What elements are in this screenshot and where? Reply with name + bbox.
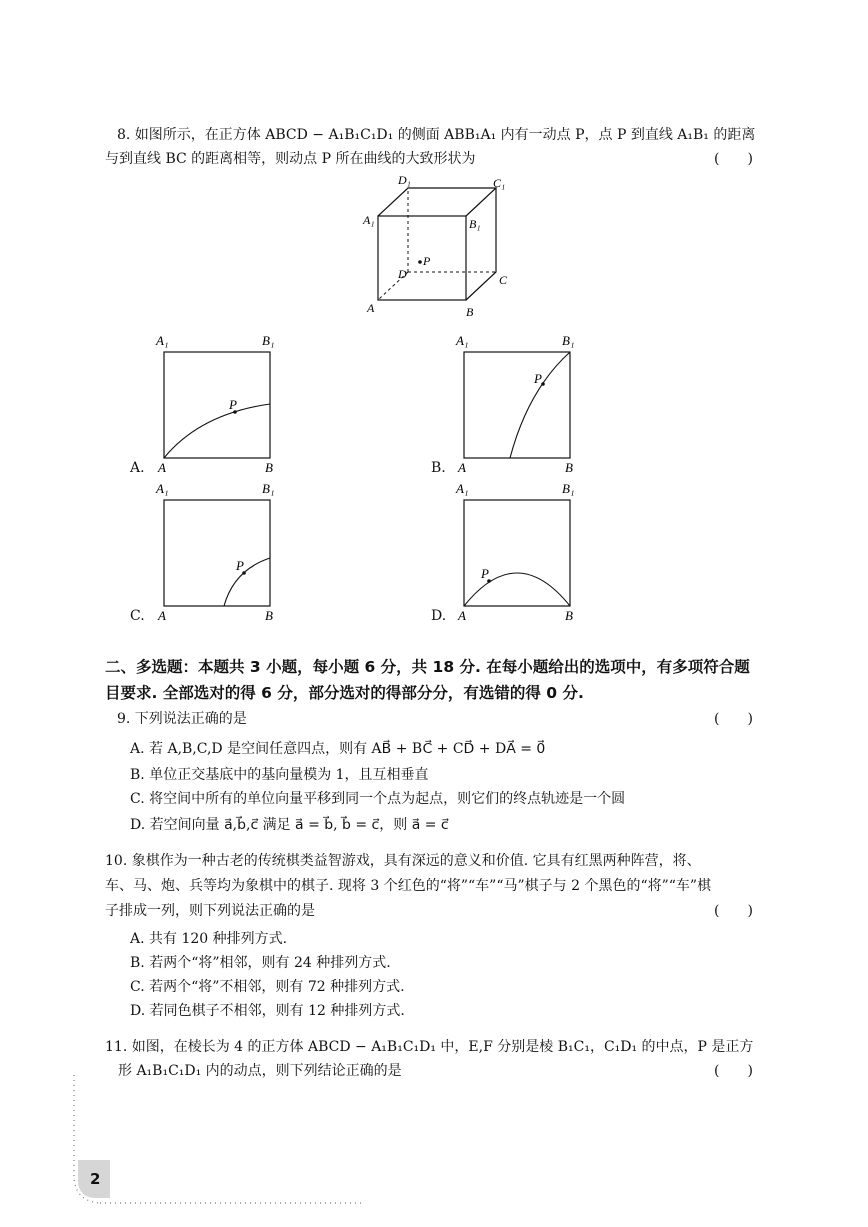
- option-a-curve: [164, 404, 270, 458]
- section-heading-line-2: 目要求. 全部选对的得 6 分，部分选对的得部分分，有选错的得 0 分.: [105, 684, 584, 702]
- option-c-label-b1: B₁: [262, 481, 275, 496]
- option-b-label-a: A: [458, 460, 466, 475]
- q8-option-c-figure[interactable]: [150, 478, 290, 623]
- option-d-label-a: A: [458, 608, 466, 623]
- cube-label-b1: B₁: [469, 217, 481, 231]
- cube-label-d: D: [398, 267, 407, 281]
- q11-line-1: 11. 如图，在棱长为 4 的正方体 ABCD − A₁B₁C₁D₁ 中，E,F 分别是棱 B₁C₁，C₁D₁ 的中点，P 是正方: [105, 1039, 754, 1055]
- option-b-label-a1: A₁: [456, 333, 469, 348]
- cube-label-a1: A₁: [363, 213, 375, 227]
- option-a-label-a: A: [158, 460, 166, 475]
- q11-answer-paren: ( ): [714, 1063, 753, 1079]
- q10-line-1: 10. 象棋作为一种古老的传统棋类益智游戏，具有深远的意义和价值. 它具有红黑两种阵营，将、: [105, 853, 701, 869]
- q9-option-d[interactable]: D. 若空间向量 a⃗,b⃗,c⃗ 满足 a⃗ = b⃗, b⃗ = c⃗，则 a⃗ = c⃗: [130, 817, 449, 833]
- cube-front-face: [378, 216, 466, 300]
- q9-answer-paren: ( ): [714, 711, 753, 727]
- q8-line-1: 8. 如图所示，在正方体 ABCD − A₁B₁C₁D₁ 的侧面 ABB₁A₁ 内有一动点 P，点 P 到直线 A₁B₁ 的距离: [117, 127, 756, 143]
- option-d-label-p: P: [481, 566, 489, 581]
- option-a-label-p: P: [229, 397, 237, 412]
- cube-label-c: C: [499, 273, 508, 287]
- q8-option-d-figure[interactable]: [450, 478, 590, 623]
- q8-option-a-label[interactable]: A.: [130, 460, 145, 476]
- option-d-label-b: B: [565, 608, 573, 623]
- q10-option-c[interactable]: C. 若两个“将”不相邻，则有 72 种排列方式.: [130, 979, 405, 995]
- q10-line-3: 子排成一列，则下列说法正确的是: [105, 903, 315, 919]
- cube-label-b: B: [466, 305, 474, 319]
- q8-option-a-figure[interactable]: [150, 330, 290, 475]
- option-b-label-b1: B₁: [562, 333, 575, 348]
- page-corner-dots: [70, 1075, 370, 1210]
- q9-stem: 9. 下列说法正确的是: [117, 711, 247, 727]
- cube-top-face: [378, 188, 496, 216]
- q8-line-2: 与到直线 BC 的距离相等，则动点 P 所在曲线的大致形状为: [105, 151, 476, 167]
- q8-option-b-figure[interactable]: [450, 330, 590, 475]
- option-d-square: [464, 500, 570, 606]
- q10-line-2: 车、马、炮、兵等均为象棋中的棋子. 现将 3 个红色的“将”“车”“马”棋子与 2 个黑色的“将”“车”棋: [105, 878, 712, 894]
- q8-answer-paren: ( ): [714, 151, 753, 167]
- cube-label-c1: C₁: [493, 176, 506, 190]
- cube-label-d1: D₁: [398, 173, 411, 187]
- cube-right-edges: [466, 188, 496, 300]
- option-c-label-a: A: [158, 608, 166, 623]
- option-a-label-a1: A₁: [156, 333, 169, 348]
- option-b-label-b: B: [565, 460, 573, 475]
- option-c-label-b: B: [265, 608, 273, 623]
- q10-answer-paren: ( ): [714, 903, 753, 919]
- option-c-curve: [224, 558, 270, 606]
- option-d-label-a1: A₁: [456, 481, 469, 496]
- q8-option-c-label[interactable]: C.: [130, 608, 145, 624]
- page-number: 2: [90, 1170, 101, 1188]
- section-heading-line-1: 二、多选题：本题共 3 小题，每小题 6 分，共 18 分. 在每小题给出的选项中，有多项符合题: [105, 658, 750, 676]
- q10-option-a[interactable]: A. 共有 120 种排列方式.: [130, 931, 288, 947]
- q11-line-2: 形 A₁B₁C₁D₁ 内的动点，则下列结论正确的是: [118, 1063, 402, 1079]
- q9-option-c[interactable]: C. 将空间中所有的单位向量平移到同一个点为起点，则它们的终点轨迹是一个圆: [130, 791, 626, 807]
- q9-option-b[interactable]: B. 单位正交基底中的基向量模为 1，且互相垂直: [130, 767, 429, 783]
- q8-option-b-label[interactable]: B.: [431, 460, 446, 476]
- option-c-square: [164, 500, 270, 606]
- q9-option-a[interactable]: A. 若 A,B,C,D 是空间任意四点，则有 AB⃗ + BC⃗ + CD⃗ + DA⃗ = 0⃗: [130, 741, 546, 757]
- option-b-label-p: P: [534, 371, 542, 386]
- option-b-curve: [510, 352, 570, 458]
- q10-option-b[interactable]: B. 若两个“将”相邻，则有 24 种排列方式.: [130, 955, 391, 971]
- option-d-curve: [464, 573, 570, 606]
- cube-label-p: P: [423, 254, 431, 268]
- option-d-label-b1: B₁: [562, 481, 575, 496]
- option-c-label-p: P: [236, 558, 244, 573]
- q10-option-d[interactable]: D. 若同色棋子不相邻，则有 12 种排列方式.: [130, 1003, 405, 1019]
- cube-label-a: A: [367, 301, 375, 315]
- option-a-label-b: B: [265, 460, 273, 475]
- cube-point-p: [418, 260, 422, 264]
- q8-option-d-label[interactable]: D.: [431, 608, 447, 624]
- option-a-label-b1: B₁: [262, 333, 275, 348]
- option-c-label-a1: A₁: [156, 481, 169, 496]
- cube-figure: [360, 170, 520, 320]
